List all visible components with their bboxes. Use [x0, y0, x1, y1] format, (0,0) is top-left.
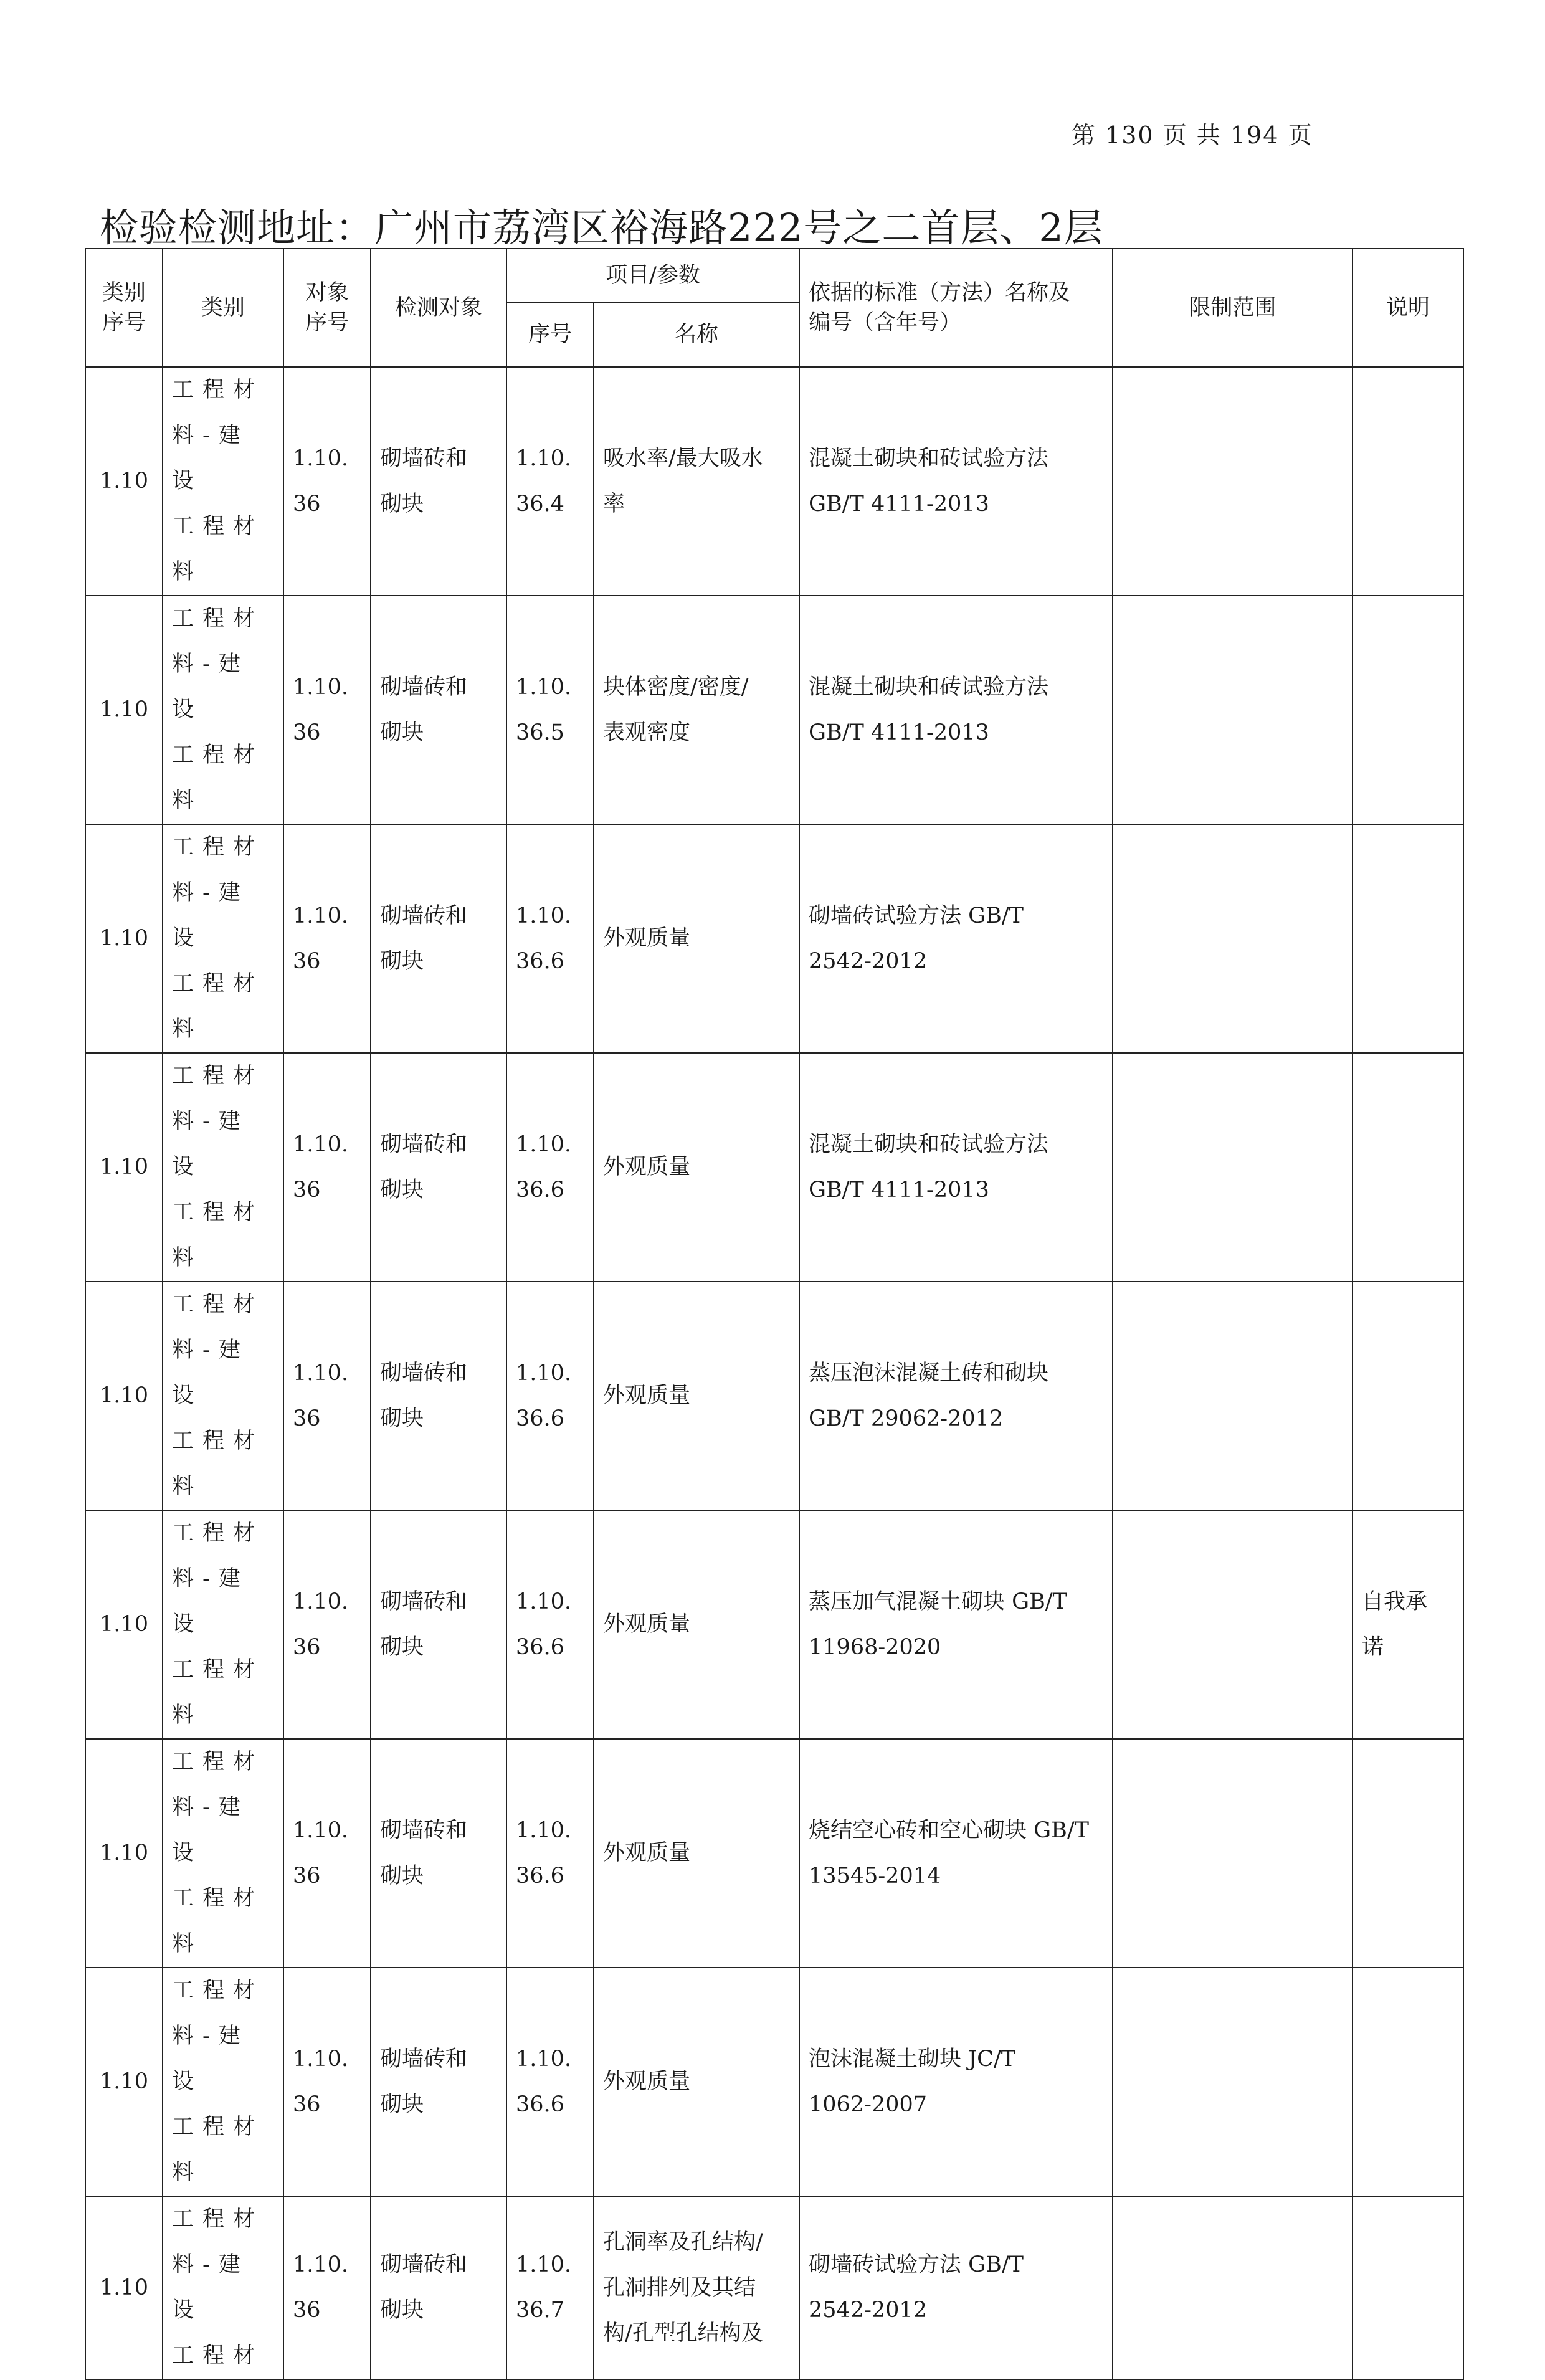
header-standard: 依据的标准（方法）名称及 编号（含年号）	[799, 249, 1113, 367]
cell-obj-no: 1.10. 36	[283, 1053, 371, 1282]
page-title: 检验检测地址：广州市荔湾区裕海路222号之二首层、2层	[100, 205, 1103, 250]
cell-item-name: 外观质量	[594, 1053, 799, 1282]
table-row	[85, 367, 1463, 596]
cell-limit	[1113, 596, 1352, 824]
cell-standard: 混凝土砌块和砖试验方法 GB/T 4111-2013	[799, 1053, 1113, 1282]
cell-note	[1352, 1968, 1463, 2196]
cell-item-name: 外观质量	[594, 1739, 799, 1968]
cell-note	[1352, 824, 1463, 1053]
cell-cat-no: 1.10	[85, 1968, 163, 2196]
cell-item-name: 外观质量	[594, 1282, 799, 1510]
cell-obj-no: 1.10. 36	[283, 367, 371, 596]
cell-standard: 泡沫混凝土砌块 JC/T 1062-2007	[799, 1968, 1113, 2196]
header-note: 说明	[1352, 249, 1463, 367]
cell-category: 工程材 料-建设 工程材 料	[163, 596, 283, 824]
cell-category: 工程材 料-建设 工程材	[163, 2196, 283, 2379]
cell-item-name: 外观质量	[594, 1968, 799, 2196]
cell-standard: 蒸压加气混凝土砌块 GB/T 11968-2020	[799, 1510, 1113, 1739]
cell-item-name: 外观质量	[594, 824, 799, 1053]
cell-note	[1352, 1282, 1463, 1510]
cell-note	[1352, 596, 1463, 824]
cell-standard: 砌墙砖试验方法 GB/T 2542-2012	[799, 824, 1113, 1053]
table-row	[85, 1510, 1463, 1739]
header-cat-no: 类别 序号	[85, 249, 163, 367]
cell-category: 工程材 料-建设 工程材 料	[163, 1053, 283, 1282]
cell-item-name: 吸水率/最大吸水 率	[594, 367, 799, 596]
cell-item-no: 1.10. 36.6	[506, 1739, 594, 1968]
cell-obj-no: 1.10. 36	[283, 1739, 371, 1968]
table-row	[85, 824, 1463, 1053]
header-item-name: 名称	[594, 302, 799, 367]
capability-table	[85, 248, 1464, 2380]
cell-standard: 混凝土砌块和砖试验方法 GB/T 4111-2013	[799, 596, 1113, 824]
cell-object: 砌墙砖和 砌块	[371, 2196, 506, 2379]
cell-obj-no: 1.10. 36	[283, 1968, 371, 2196]
cell-limit	[1113, 824, 1352, 1053]
cell-limit	[1113, 1739, 1352, 1968]
cell-object: 砌墙砖和 砌块	[371, 367, 506, 596]
page-number: 第 130 页 共 194 页	[1072, 121, 1313, 149]
cell-item-name: 块体密度/密度/ 表观密度	[594, 596, 799, 824]
cell-limit	[1113, 1053, 1352, 1282]
cell-item-name: 孔洞率及孔结构/ 孔洞排列及其结 构/孔型孔结构及	[594, 2196, 799, 2379]
header-item-group: 项目/参数	[506, 249, 799, 302]
cell-note	[1352, 367, 1463, 596]
cell-object: 砌墙砖和 砌块	[371, 596, 506, 824]
table-body	[85, 367, 1463, 2379]
table-row	[85, 1282, 1463, 1510]
table-row	[85, 1053, 1463, 1282]
cell-category: 工程材 料-建设 工程材 料	[163, 1282, 283, 1510]
cell-obj-no: 1.10. 36	[283, 2196, 371, 2379]
cell-obj-no: 1.10. 36	[283, 824, 371, 1053]
cell-limit	[1113, 1968, 1352, 2196]
cell-note	[1352, 1053, 1463, 1282]
cell-item-no: 1.10. 36.6	[506, 1510, 594, 1739]
cell-limit	[1113, 2196, 1352, 2379]
cell-cat-no: 1.10	[85, 1739, 163, 1968]
cell-category: 工程材 料-建设 工程材 料	[163, 1968, 283, 2196]
cell-cat-no: 1.10	[85, 1510, 163, 1739]
cell-item-no: 1.10. 36.6	[506, 1968, 594, 2196]
cell-object: 砌墙砖和 砌块	[371, 1053, 506, 1282]
cell-category: 工程材 料-建设 工程材 料	[163, 367, 283, 596]
table-row	[85, 2196, 1463, 2379]
cell-note	[1352, 2196, 1463, 2379]
cell-obj-no: 1.10. 36	[283, 596, 371, 824]
cell-item-no: 1.10. 36.6	[506, 1053, 594, 1282]
header-item-no: 序号	[506, 302, 594, 367]
header-category: 类别	[163, 249, 283, 367]
cell-item-no: 1.10. 36.4	[506, 367, 594, 596]
cell-object: 砌墙砖和 砌块	[371, 1282, 506, 1510]
cell-limit	[1113, 1510, 1352, 1739]
cell-item-name: 外观质量	[594, 1510, 799, 1739]
header-obj-no: 对象 序号	[283, 249, 371, 367]
cell-object: 砌墙砖和 砌块	[371, 1739, 506, 1968]
cell-obj-no: 1.10. 36	[283, 1282, 371, 1510]
cell-limit	[1113, 1282, 1352, 1510]
cell-object: 砌墙砖和 砌块	[371, 824, 506, 1053]
cell-standard: 蒸压泡沫混凝土砖和砌块 GB/T 29062-2012	[799, 1282, 1113, 1510]
table-row	[85, 1739, 1463, 1968]
cell-category: 工程材 料-建设 工程材 料	[163, 1739, 283, 1968]
cell-note	[1352, 1739, 1463, 1968]
cell-object: 砌墙砖和 砌块	[371, 1968, 506, 2196]
header-object: 检测对象	[371, 249, 506, 367]
table-row	[85, 1968, 1463, 2196]
cell-cat-no: 1.10	[85, 1282, 163, 1510]
cell-cat-no: 1.10	[85, 2196, 163, 2379]
cell-object: 砌墙砖和 砌块	[371, 1510, 506, 1739]
cell-cat-no: 1.10	[85, 824, 163, 1053]
cell-item-no: 1.10. 36.5	[506, 596, 594, 824]
cell-obj-no: 1.10. 36	[283, 1510, 371, 1739]
cell-item-no: 1.10. 36.6	[506, 824, 594, 1053]
table-row	[85, 596, 1463, 824]
cell-note: 自我承 诺	[1352, 1510, 1463, 1739]
cell-category: 工程材 料-建设 工程材 料	[163, 824, 283, 1053]
cell-cat-no: 1.10	[85, 1053, 163, 1282]
cell-limit	[1113, 367, 1352, 596]
header-limit: 限制范围	[1113, 249, 1352, 367]
cell-cat-no: 1.10	[85, 596, 163, 824]
cell-standard: 砌墙砖试验方法 GB/T 2542-2012	[799, 2196, 1113, 2379]
cell-item-no: 1.10. 36.7	[506, 2196, 594, 2379]
cell-standard: 烧结空心砖和空心砌块 GB/T 13545-2014	[799, 1739, 1113, 1968]
cell-standard: 混凝土砌块和砖试验方法 GB/T 4111-2013	[799, 367, 1113, 596]
cell-category: 工程材 料-建设 工程材 料	[163, 1510, 283, 1739]
cell-cat-no: 1.10	[85, 367, 163, 596]
cell-item-no: 1.10. 36.6	[506, 1282, 594, 1510]
